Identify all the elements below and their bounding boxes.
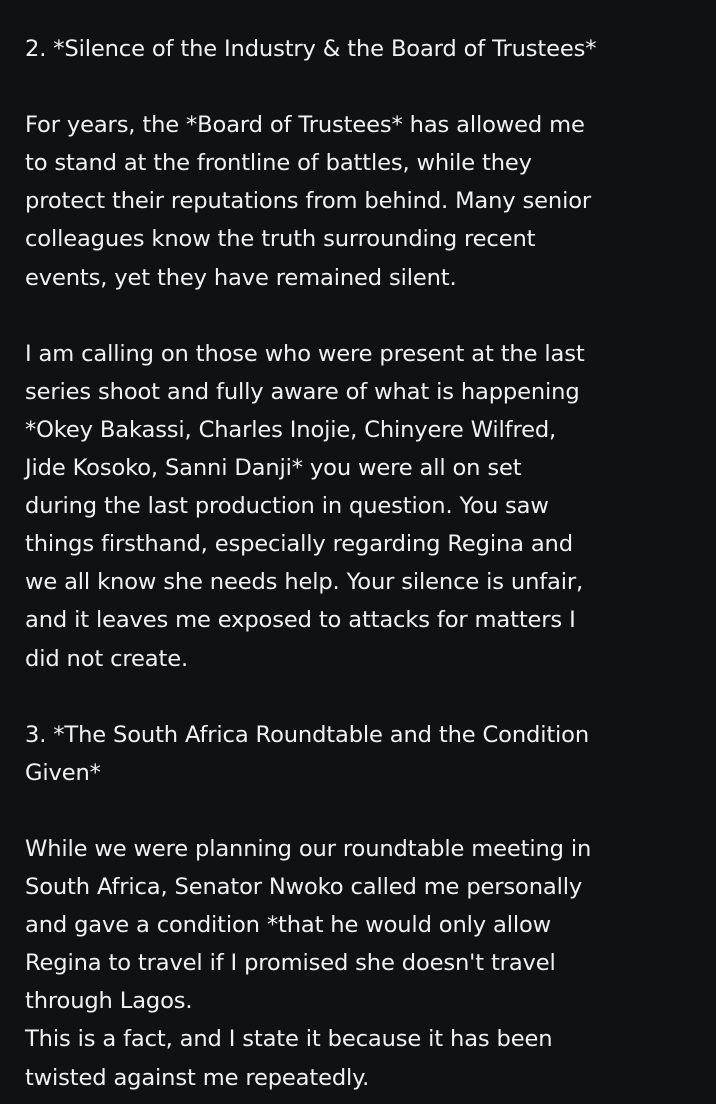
message-line: 2. *Silence of the Industry & the Board of Trustees* (25, 36, 597, 62)
message-line: during the last production in question. You saw (25, 493, 549, 520)
message-line: For years, the *Board of Trustees* has allowed me (25, 112, 585, 139)
message-line: we all know she needs help. Your silence is unfair, (25, 569, 584, 596)
message-line: Jide Kosoko, Sanni Danji* you were all on set (25, 455, 522, 482)
message-line: and it leaves me exposed to attacks for matters I (25, 607, 576, 634)
message-line: did not create. (25, 645, 188, 672)
message-line (25, 68, 700, 106)
message-line (25, 678, 700, 716)
message-line (25, 297, 700, 335)
message-line: This is a fact, and I state it because it has been (25, 1026, 553, 1053)
message-line (25, 792, 700, 830)
message-line: 3. *The South Africa Roundtable and the Condition (25, 721, 590, 748)
message-line: series shoot and fully aware of what is happening (25, 378, 580, 405)
message-line: to stand at the frontline of battles, while they (25, 150, 532, 177)
message-line: While we were planning our roundtable meeting in (25, 835, 592, 862)
message-line: South Africa, Senator Nwoko called me personally (25, 874, 583, 901)
message-line: and gave a condition *that he would only allow (25, 912, 551, 939)
message-line: I am calling on those who were present at the last (25, 340, 585, 367)
message-line: protect their reputations from behind. Many senior (25, 188, 592, 215)
message-line: Regina to travel if I promised she doesn't travel (25, 950, 556, 977)
message-line: twisted against me repeatedly. (25, 1064, 370, 1091)
message-line: events, yet they have remained silent. (25, 264, 457, 291)
message-line: Given* (25, 759, 101, 786)
message-line: *Okey Bakassi, Charles Inojie, Chinyere Wilfred, (25, 416, 557, 443)
message-text[interactable] (25, 30, 700, 1097)
message-line: colleagues know the truth surrounding recent (25, 226, 536, 253)
message-line: through Lagos. (25, 988, 193, 1015)
message-line: things firsthand, especially regarding Regina and (25, 531, 573, 558)
